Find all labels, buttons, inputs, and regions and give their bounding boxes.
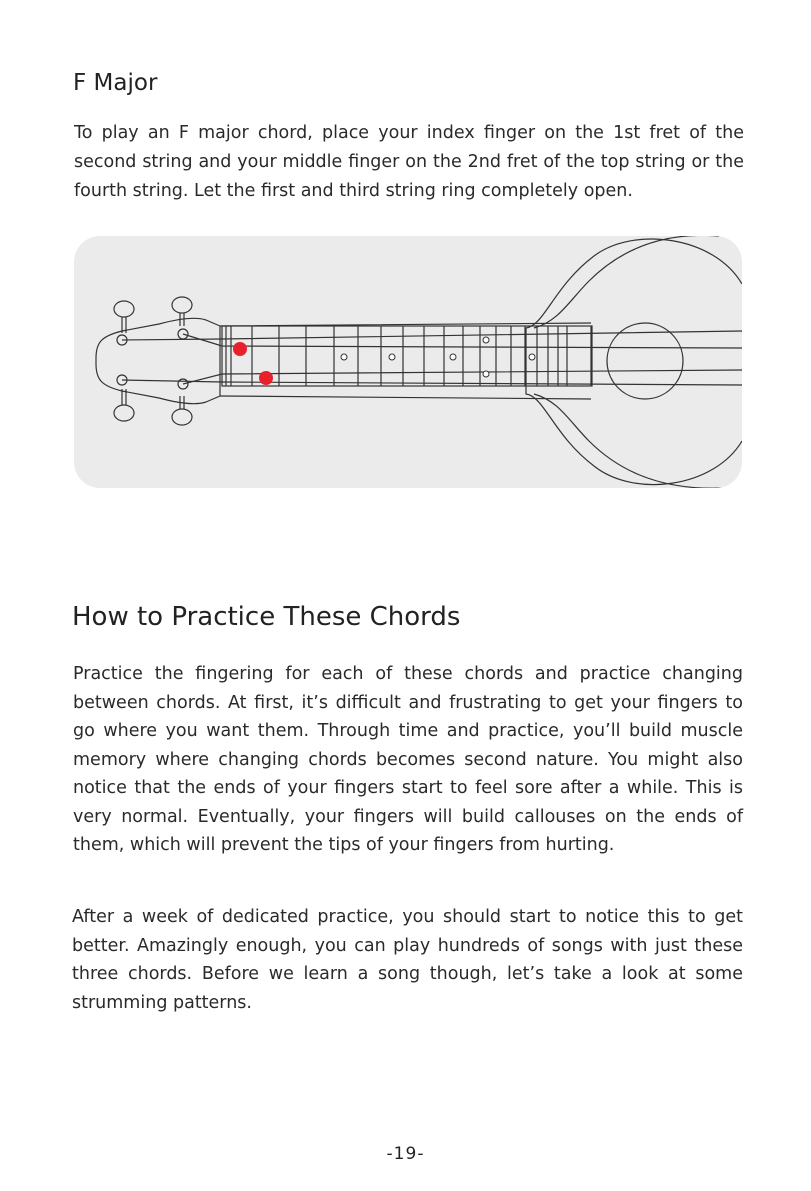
ukulele-diagram [74, 236, 742, 488]
practice-heading: How to Practice These Chords [72, 602, 461, 632]
finger-dot-index [233, 342, 247, 356]
practice-paragraph-2: After a week of dedicated practice, you should start to notice this to get better. Amazingly enough, you can play hundreds of songs with just these three chords. Before we learn a song though, let’s take a look at some strumming patterns. [72, 907, 743, 1013]
headstock [96, 318, 220, 403]
page-number: -19- [386, 1144, 425, 1164]
ukulele-illustration [74, 236, 742, 488]
tuner-peg-2 [172, 297, 192, 313]
chord-description: To play an F major chord, place your index finger on the 1st fret of the second string and your middle finger on the 2nd fret of the top string or the fourth string. Let the first and third string ring completely open. [74, 123, 744, 201]
string-4 [122, 380, 742, 385]
sound-hole [607, 323, 683, 399]
string-1 [122, 331, 742, 340]
chord-title: F Major [73, 70, 158, 96]
tuner-peg-4 [172, 409, 192, 425]
tuner-peg-3 [114, 405, 134, 421]
finger-dot-middle [259, 371, 273, 385]
fret-markers [341, 337, 535, 377]
tuner-peg-1 [114, 301, 134, 317]
ukulele-body-inner-outline [534, 236, 724, 488]
practice-paragraph-1: Practice the fingering for each of these chords and practice changing between chords. At first, it’s difficult and frustrating to get your fingers to go where you want them. Through time and practice, you’ll build muscle memory where changing chords becomes second nature. You might also notice that the ends of your fingers start to feel sore after a while. This is very normal. Eventually, your fingers will build callouses on the ends of them, which will prevent the tips of your fingers from hurting. [73, 664, 743, 855]
frets [226, 326, 591, 386]
